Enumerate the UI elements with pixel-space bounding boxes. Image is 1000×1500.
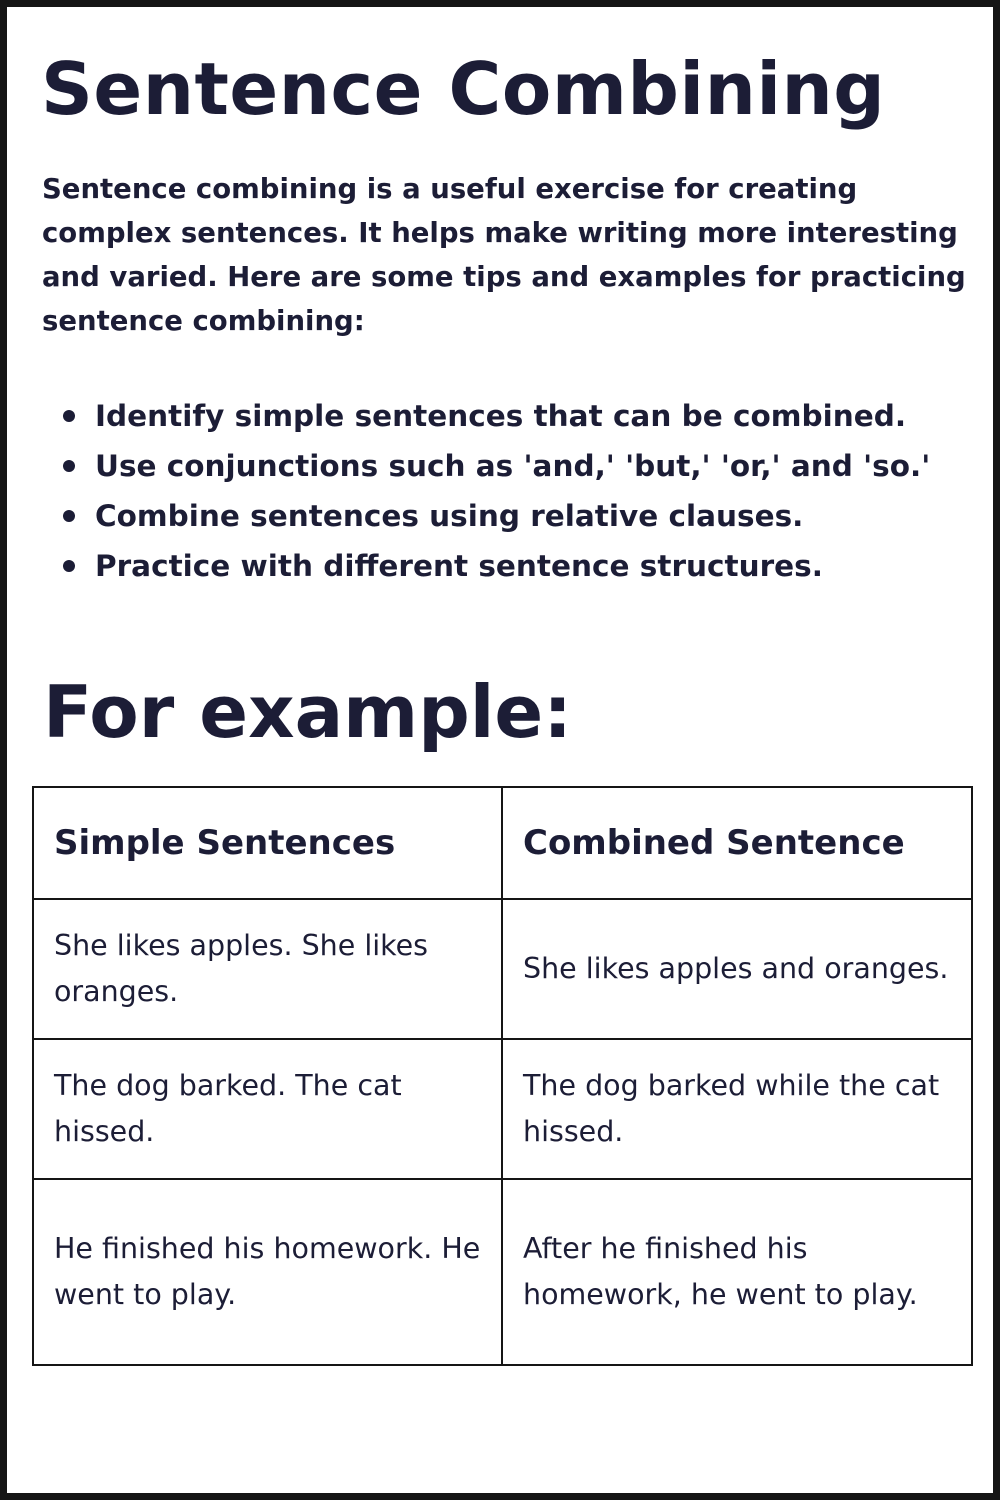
- simple-sentence-cell: She likes apples. She likes oranges.: [33, 899, 502, 1039]
- tip-item: [59, 391, 989, 441]
- examples-table: [32, 786, 973, 1366]
- tip-text: Use conjunctions such as 'and,' 'but,' 'or,' and 'so.': [95, 449, 931, 483]
- tip-item: [59, 541, 989, 591]
- header-combined-sentence: Combined Sentence: [502, 787, 972, 899]
- bullet-icon: [63, 460, 75, 472]
- bullet-icon: [63, 410, 75, 422]
- tip-text: Combine sentences using relative clauses.: [95, 499, 804, 533]
- simple-sentence-cell: He finished his homework. He went to play.: [33, 1179, 502, 1365]
- tip-text: Practice with different sentence structures.: [95, 549, 823, 583]
- intro-paragraph: Sentence combining is a useful exercise for creating complex sentences. It helps make writing more interesting and varied. Here are some tips and examples for practicing sentence combining:: [42, 173, 966, 337]
- header-simple-sentences: Simple Sentences: [33, 787, 502, 899]
- simple-sentence-cell: The dog barked. The cat hissed.: [33, 1039, 502, 1179]
- table-row: [33, 1179, 972, 1365]
- combined-sentence-cell: After he finished his homework, he went to play.: [502, 1179, 972, 1365]
- tip-item: [59, 491, 989, 541]
- table-row: [33, 1039, 972, 1179]
- table-header-row: [33, 787, 972, 899]
- example-heading: For example:: [43, 670, 573, 754]
- bullet-icon: [63, 510, 75, 522]
- table-row: [33, 899, 972, 1039]
- bullet-icon: [63, 560, 75, 572]
- page-title: Sentence Combining: [41, 47, 886, 131]
- tip-text: Identify simple sentences that can be combined.: [95, 399, 907, 433]
- combined-sentence-cell: The dog barked while the cat hissed.: [502, 1039, 972, 1179]
- tip-item: [59, 441, 989, 491]
- combined-sentence-cell: She likes apples and oranges.: [502, 899, 972, 1039]
- tips-list: [59, 391, 989, 591]
